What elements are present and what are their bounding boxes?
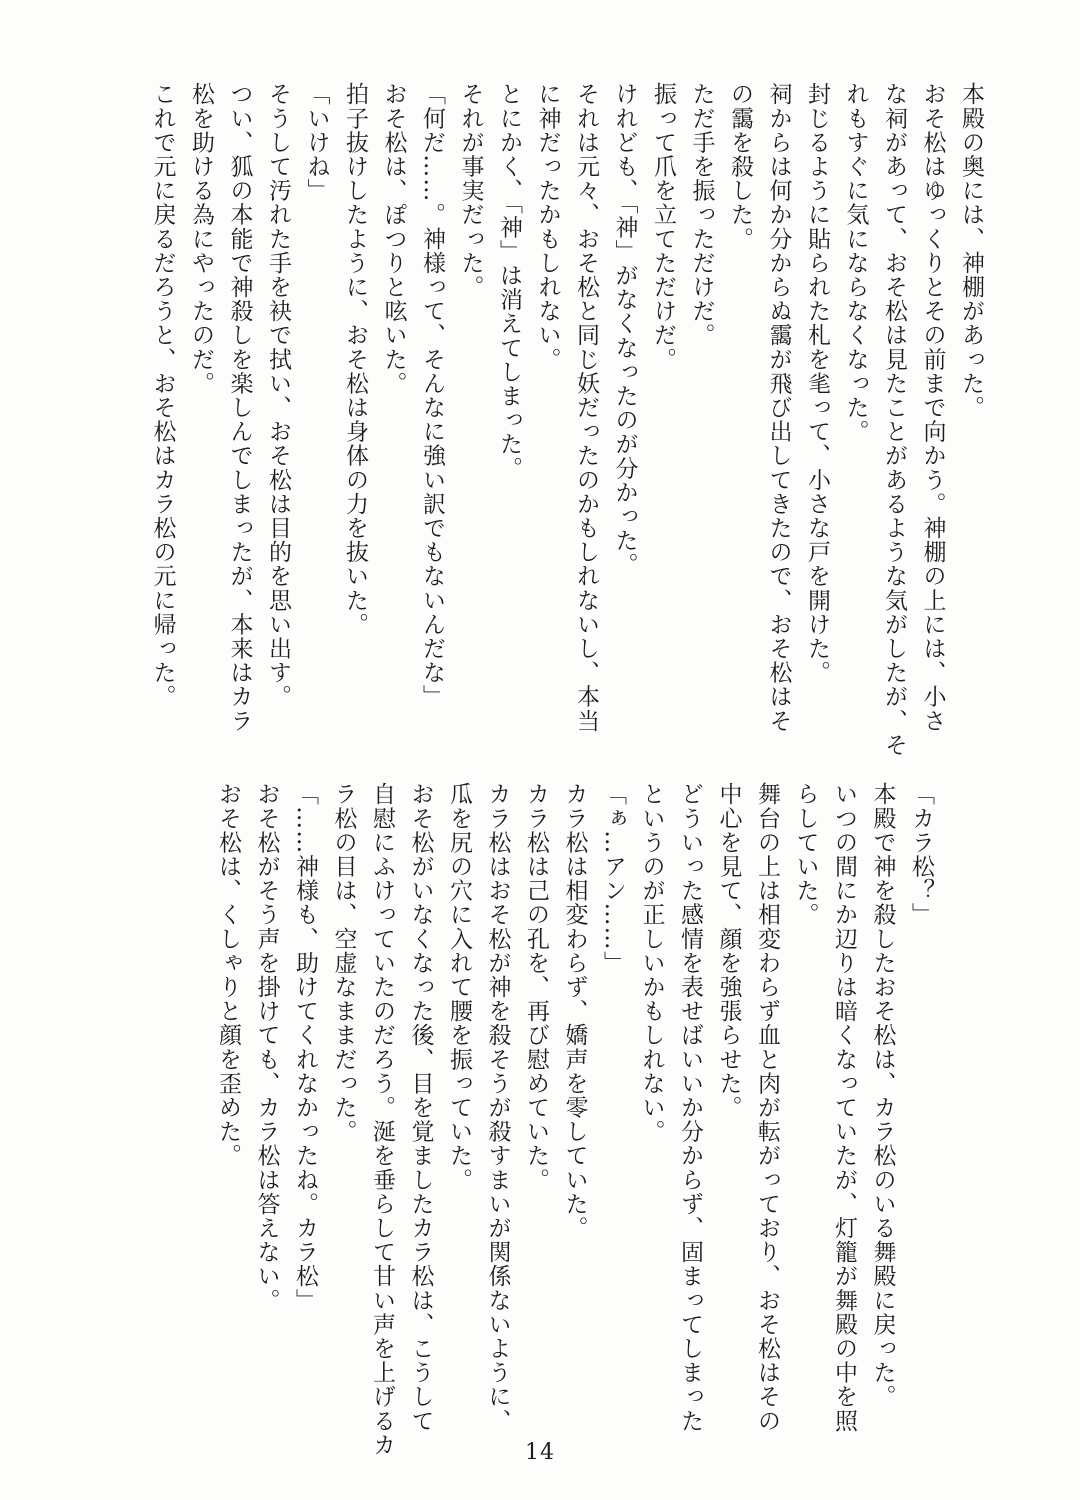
text-line: 「……神様も、助けてくれなかったね。カラ松」 <box>292 782 318 1313</box>
text-line: 封じるように貼られた札を毟って、小さな戸を開けた。 <box>804 82 830 685</box>
text-line: な祠があって、おそ松は見たことがあるような気がしたが、そ <box>881 82 907 757</box>
text-line: おそ松は、くしゃりと顔を歪めた。 <box>215 782 241 1168</box>
text-line: そうして汚れた手を袂で拭い、おそ松は目的を思い出す。 <box>265 82 291 709</box>
text-line: どういった感情を表せばいいか分からず、固まってしまった <box>677 782 703 1433</box>
text-line: ただ手を振っただけだ。 <box>688 82 715 348</box>
text-line: カラ松は相変わらず、嬌声を零していた。 <box>561 782 588 1240</box>
text-line: らしていた。 <box>792 782 819 927</box>
text-line: おそ松は、ぽつりと呟いた。 <box>380 82 407 396</box>
text-line: カラ松は己の孔を、再び慰めていた。 <box>523 782 549 1192</box>
text-line: 本殿の奥には、神棚があった。 <box>958 82 984 420</box>
text-line: けれども、「神」がなくなったのが分かった。 <box>611 82 638 577</box>
text-line: というのが正しいかもしれない。 <box>638 782 665 1144</box>
text-line: 「ぁ…アン……」 <box>600 782 626 975</box>
text-line: おそ松がそう声を掛けても、カラ松は答えない。 <box>253 782 280 1313</box>
text-line: 自慰にふけっていたのだろう。涎を垂らして甘い声を上げるカ <box>369 782 395 1457</box>
text-line: いつの間にか辺りは暗くなっていたが、灯籠が舞殿の中を照 <box>831 782 857 1433</box>
text-line: 本殿で神を殺したおそ松は、カラ松のいる舞殿に戻った。 <box>869 782 896 1409</box>
text-line: 舞台の上は相変わらず血と肉が転がっており、おそ松はその <box>754 782 780 1433</box>
text-line: 瓜を尻の穴に入れて腰を振っていた。 <box>446 782 472 1192</box>
text-line: つい、狐の本能で神殺しを楽しんでしまったが、本来はカラ <box>226 82 253 733</box>
text-line: の靄を殺した。 <box>727 82 753 251</box>
text-line: それは元々、おそ松と同じ妖だったのかもしれないし、本当 <box>573 82 599 733</box>
text-line: 「いけね」 <box>303 82 330 203</box>
text-line: これで元に戻るだろうと、おそ松はカラ松の元に帰った。 <box>149 82 176 709</box>
text-line: に神だったかもしれない。 <box>534 82 561 372</box>
text-line: 祠からは何か分からぬ靄が飛び出してきたので、おそ松はそ <box>765 82 792 733</box>
text-line: れもすぐに気にならなくなった。 <box>842 82 869 444</box>
text-line: おそ松がいなくなった後、目を覚ましたカラ松は、こうして <box>407 782 434 1433</box>
text-line: カラ松はおそ松が神を殺そうが殺すまいが関係ないように、 <box>484 782 511 1433</box>
text-line: ラ松の目は、空虚なままだった。 <box>330 782 357 1144</box>
text-line: 拍子抜けしたように、おそ松は身体の力を抜いた。 <box>342 82 368 637</box>
text-line: 中心を見て、顔を強張らせた。 <box>715 782 742 1120</box>
text-line: 松を助ける為にやったのだ。 <box>188 82 214 396</box>
text-line: 「何だ……。神様って、そんなに強い訳でもないんだな」 <box>419 82 445 709</box>
text-line: とにかく、「神」は消えてしまった。 <box>496 82 522 481</box>
text-line: 「カラ松？」 <box>908 782 934 927</box>
text-line: おそ松はゆっくりとその前まで向かう。神棚の上には、小さ <box>919 82 946 733</box>
page-number: 14 <box>525 1440 555 1465</box>
text-line: それが事実だった。 <box>457 82 484 299</box>
text-block-upper <box>149 82 990 757</box>
text-line: 振って爪を立てただけだ。 <box>650 82 676 372</box>
